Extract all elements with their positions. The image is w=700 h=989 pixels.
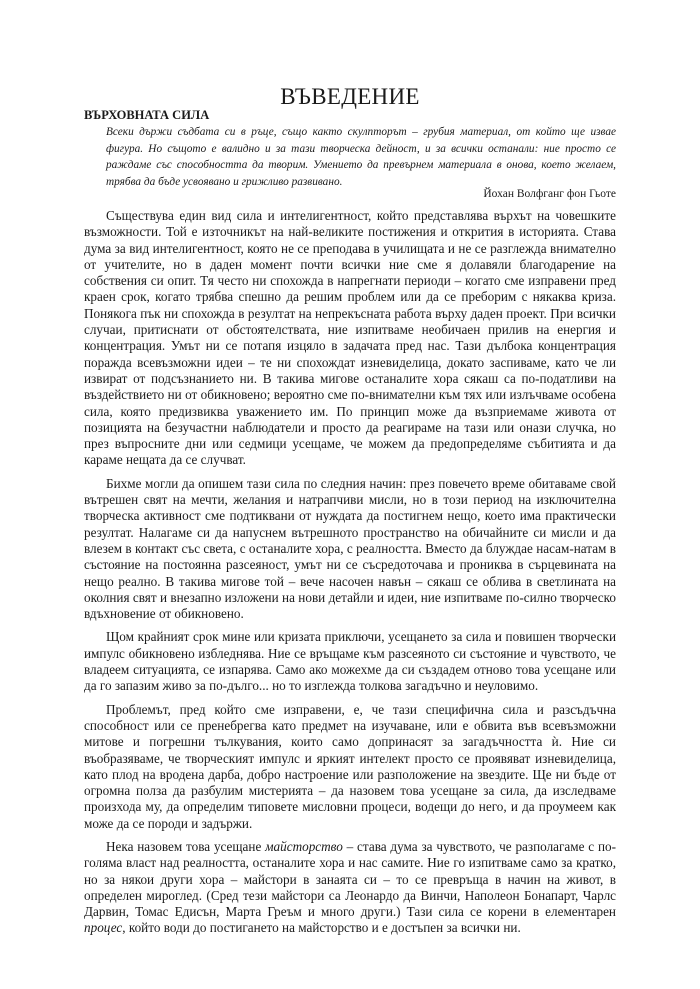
paragraph-5 bbox=[84, 839, 616, 937]
epigraph-author: Йохан Волфганг фон Гьоте bbox=[483, 188, 616, 200]
paragraph-5-text-c: , който води до постигането на майсторство и е достъпен за всички ни. bbox=[122, 920, 521, 936]
emphasis-mastery: майсторство bbox=[265, 838, 343, 854]
paragraph-3: Щом крайният срок мине или кризата приключи, усещането за сила и повишен творчески импулс обикновено избледнява. Ние се връщаме към разсеяното си състояние и чувството, че владеем ситуацията, се изпарява. Само ако можехме да си създадем отново това усещане или да го запазим живо за по-дълго... но то изглежда толкова загадъчно и неуловимо. bbox=[84, 629, 616, 694]
paragraph-4: Проблемът, пред който сме изправени, е, че тази специфична сила и разсъдъчна способност или се пренебрегва като предмет на изучаване, или е обвита във всевъзможни митове и погрешни тълкувания, които само допринасят за загадъчността ѝ. Ние си въобразяваме, че творческият импулс и яркият интелект просто се проявяват изневиделица, като плод на вродена дарба, добро настроение или разположение на звездите. Ще ни бъде от огромна полза да разбулим мистерията – да назовем това усещане за сила, да изследваме произхода му, да определим типовете мисловни процеси, водещи до него, и да проумеем как може да се породи и задържи. bbox=[84, 701, 616, 831]
body-text bbox=[84, 208, 616, 944]
paragraph-5-text-a: Нека назовем това усещане bbox=[106, 838, 266, 854]
chapter-title: ВЪВЕДЕНИЕ bbox=[280, 84, 420, 109]
section-heading: ВЪРХОВНАТА СИЛА bbox=[84, 108, 210, 122]
paragraph-1: Съществува един вид сила и интелигентност, който представлява върхът на човешките възможности. Той е източникът на най-великите постижения и открития в историята. Става дума за вид интелигентност, която не се преподава в училищата и не се разглежда внимателно от учителите, но в даден момент почти всички ние сме я долавяли благодарение на собствения си опит. Тя често ни спохожда в напрегнати периоди – когато сме изправени пред краен срок, когато трябва спешно да решим проблем или да се преборим с някаква криза. Понякога пък ни спохожда в резултат на непрекъсната работа върху даден проект. При всички случаи, притиснати от обстоятелствата, ние изпитваме необичаен прилив на енергия и концентрация. Умът ни се потапя изцяло в задачата пред нас. Тази дълбока концентрация поражда всевъзможни идеи – те ни спохождат изневиделица, докато заспиваме, като че ли извират от подсъзнанието ни. В такива мигове останалите хора сякаш са по-податливи на въздействието ни от обикновено; вероятно сме по-внимателни към тях или излъчваме особена сила, която предизвиква уважението им. По принцип може да възприемаме живота от позицията на безучастни наблюдатели и просто да реагираме на тази или онази случка, но през въпросните дни или седмици усещаме, че можем да предопределяме събитията и да караме нещата да се случват. bbox=[84, 208, 616, 468]
epigraph-quote: Всеки държи съдбата си в ръце, също както скулпторът – грубия материал, от който ще извае фигура. Но същото е валидно и за тази творческа дейност, и за всички останали: ние просто се раждаме със способността да творим. Умението да превърнем материала в онова, което желаем, трябва да бъде усвоявано и грижливо развивано. bbox=[106, 126, 616, 188]
paragraph-2: Бихме могли да опишем тази сила по следния начин: през повечето време обитаваме свой вътрешен свят на мечти, желания и натрапчиви мисли, но в този период на изключителна творческа активност сме подтиквани от нуждата да постигнем нещо, което има практически резултат. Налагаме си да напуснем вътрешното пространство на обичайните си мисли и да влезем в контакт със света, с останалите хора, с реалността. Вместо да блуждае насам-натам в състояние на постоянна разсеяност, умът ни се съсредоточава и прониква в сърцевината на нещо реално. В такива мигове той – вече насочен навън – сякаш се облива в светлината на околния свят и внезапно изложени на нови детайли и идеи, ние изпитваме по-силно творческо вдъхновение от обикновено. bbox=[84, 475, 616, 622]
emphasis-process: процес bbox=[84, 920, 123, 936]
paragraph-5-text-b: – става дума за чувството, че разполагаме с по-голяма власт над реалността, останалите хора и нас самите. Ние го изпитваме само за кратко, но за някои други хора – майстори в занаята си – то се превръща в начин на живот, в определен мироглед. (Сред тези майстори са Леонардо да Винчи, Наполеон Бонапарт, Чарлс Дарвин, Томас Едисън, Марта Греъм и много други.) Тази сила се корени в елементарен bbox=[84, 838, 617, 920]
